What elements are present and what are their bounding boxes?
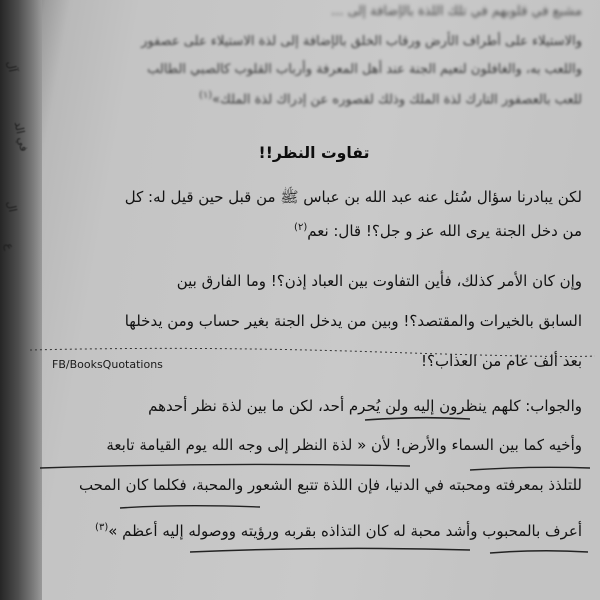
page-text (22, 0, 594, 600)
text-line: والجواب: كلهم ينظرون إليه ولن يُحرم أحد، لكن ما بين لذة نظر أحدهم (148, 397, 582, 415)
text-line (294, 222, 582, 240)
text-line: لكن يبادرنا سؤال سُئل عنه عبد الله بن عباس ﷺ من قبل حين قيل له: كل (124, 188, 582, 206)
blurred-line-text: للعب بالعصفور التارك لذة الملك وذلك لقصوره عن إدراك لذة الملك» (212, 92, 582, 108)
text-line: بعد ألف عام من العذاب؟! (421, 352, 582, 370)
footnote-marker: (٢) (294, 222, 308, 233)
text-line: وأخيه كما بين السماء والأرض! لأن « لذة النظر إلى وجه الله يوم القيامة تابعة (106, 436, 582, 454)
margin-fragment: ع (2, 241, 17, 252)
text-line: السابق بالخيرات والمقتصد؟! وبين من يدخل الجنة بغير حساب ومن يدخلها (124, 312, 582, 330)
watermark: FB/BooksQuotations (52, 358, 163, 371)
blurred-line: واللعب به، والغافلون لنعيم الجنة عند أهل المعرفة وأرباب القلوب كالصبي الطالب (147, 62, 582, 77)
footnote-marker: (٣) (95, 522, 109, 533)
margin-fragment: آل (4, 59, 20, 74)
section-heading: تفاوت النظر!! (258, 143, 370, 162)
text-line-content: أعرف بالمحبوب وأشد محبة له كان التذاذه بقربه ورؤيته ووصوله إليه أعظم » (108, 522, 582, 540)
footnote-marker: (١) (198, 90, 213, 101)
blurred-line (199, 90, 582, 107)
text-line (95, 522, 582, 540)
text-line: وإن كان الأمر كذلك، فأين التفاوت بين العباد إذن؟! وما الفارق بين (176, 272, 582, 290)
text-line: للتلذذ بمعرفته ومحبته في الدنيا، فإن اللذة تتبع الشعور والمحبة، فكلما كان المحب (78, 476, 582, 494)
blurred-line: مشبع في قلوبهم في تلك اللذة بالإضافة إلى ... (331, 4, 582, 19)
text-line-content: من دخل الجنة يرى الله عز و جل؟! قال: نعم (307, 222, 582, 240)
blurred-line: والاستيلاء على أطراف الأرض ورقاب الخلق بالإضافة إلى لذة الاستيلاء على عصفور (141, 34, 582, 49)
margin-fragment: ال (4, 199, 20, 214)
margin-fragment: في الد (11, 120, 31, 153)
